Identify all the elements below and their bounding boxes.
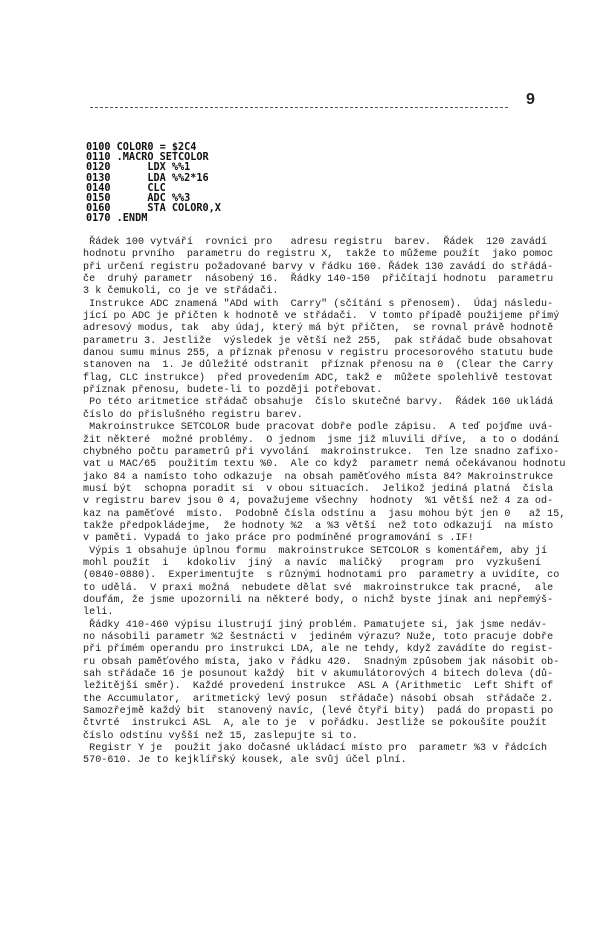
text-line: stanoven na 1. Je důležité odstranit příznak přenosu na 0 (Clear the Carry	[83, 360, 554, 372]
text-line: mohl použít i kdokoliv jiný a navíc maličký program pro vyzkušení	[83, 557, 542, 569]
listing-line: 0110 .MACRO SETCOLOR	[86, 152, 209, 164]
listing-line: 0100 COLOR0 = $2C4	[86, 142, 197, 153]
text-line: parametru 3. Jestliže výsledek je větší než 255, pak střádač bude obsahovat	[83, 335, 554, 347]
listing-line: 0120 LDX %%1	[86, 162, 191, 174]
text-line: to udělá. V praxi možná nebudete dělat své makroinstrukce tak pracné, ale	[83, 582, 554, 594]
text-line: če druhý parametr násobený 16. Řádky 140-150 přičítají hodnotu parametru	[83, 274, 554, 286]
text-line: leli.	[83, 607, 114, 619]
text-line: Výpis 1 obsahuje úplnou formu makroinstrukce SETCOLOR s komentářem, aby jí	[83, 545, 548, 557]
header-rule	[90, 107, 508, 108]
text-line: ležitější směr). Každé provedení instrukce ASL A (Arithmetic Left Shift of	[83, 681, 554, 693]
text-line: takže předpokládejme, že hodnoty %2 a %3 větší než toto odkazují na místo	[83, 520, 554, 532]
text-line: v registru barev jsou 0 4, považujeme všechny hodnoty %1 větší než 4 za od-	[83, 496, 554, 508]
listing-line: 0170 .ENDM	[86, 213, 148, 225]
text-line: Řádek 100 vytváří rovnici pro adresu registru barev. Řádek 120 zavádí	[83, 237, 548, 248]
text-line: kaz na paměťové místo. Podobně čísla odstínu a jasu mohou být jen 0 až 15,	[83, 508, 566, 520]
text-line: ru obsah paměťového místa, jako v řádku 420. Snadným způsobem jak násobit ob-	[83, 656, 560, 668]
text-line: v paměti. Vypadá to jako práce pro podmíněné programování s .IF!	[83, 533, 474, 545]
text-line: hodnotu prvního parametru do registru X, takže to můžeme použít jako pomoc	[83, 249, 554, 261]
text-line: chybného počtu parametrů při vyvolání makroinstrukce. Ten lze snadno zafixo-	[83, 446, 560, 458]
text-line: doufám, že jsme upozornili na některé body, o nichž byste jinak ani nepřemýš-	[83, 594, 554, 606]
text-line: příznak přenosu, budete-li to později potřebovat.	[83, 385, 383, 397]
text-line: Makroinstrukce SETCOLOR bude pracovat dobře podle zápisu. A teď pojďme uvá-	[83, 422, 554, 434]
text-line: Po této aritmetice střádač obsahuje číslo skutečné barvy. Řádek 160 ukládá	[83, 397, 554, 409]
text-line: Samozřejmě každý bit stanovený navíc, (levé čtyři bity) padá do propasti po	[83, 706, 554, 718]
text-line: flag, CLC instrukce) před provedením ADC, takž e můžete spolehlivě testovat	[83, 372, 554, 384]
text-line: 3 k čemukoli, co je ve střádači.	[83, 286, 279, 298]
text-line: při určení registru požadované barvy v řádku 160. Řádek 130 zavádí do střádá-	[83, 261, 554, 273]
text-line: 570-610. Je to kejklířský kousek, ale svůj účel plní.	[83, 755, 407, 767]
text-line: (0840-0880). Experimentujte s různými hodnotami pro parametry a uvidíte, co	[83, 570, 560, 582]
code-listing	[86, 143, 221, 225]
text-line: číslo odstínu vyšší než 15, zaslepujte si to.	[83, 730, 358, 742]
text-line: Registr Y je použit jako dočasné ukládací místo pro parametr %3 v řádcích	[83, 743, 548, 755]
text-line: žit některé možné problémy. O jednom jsme již mluvili dříve, a to o dodání	[83, 434, 560, 446]
text-line: no násobili parametr %2 šestnácti v jediném výrazu? Nuže, toto pracuje dobře	[83, 632, 554, 643]
text-line: číslo do příslušného registru barev.	[83, 409, 303, 421]
text-line: jako 84 a namísto toho odkazuje na obsah paměťového místa 84? Makroinstrukce	[83, 471, 554, 483]
text-line: musí být schopna poradit si v obou situacích. Jelikož jediná platná čísla	[83, 483, 554, 495]
listing-line: 0130 LDA %%2*16	[86, 172, 209, 184]
text-line: the Accumulator, aritmetický levý posun střádače) násobí obsah střádače 2.	[83, 693, 554, 705]
text-line: jící po ADC je přičten k hodnotě ve střádači. V tomto případě použijeme přímý	[83, 311, 560, 323]
listing-line: 0140 CLC	[86, 182, 166, 194]
text-line: sah střádače 16 je posunout každý bit v akumulátorových 4 bitech doleva (dů-	[83, 669, 554, 681]
text-line: vat u MAC/65 použitím textu %0. Ale co když parametr nemá očekávanou hodnotu	[83, 459, 566, 471]
text-line: adresový modus, tak aby údaj, který má být přičten, se rovnal právě hodnotě	[83, 323, 554, 335]
listing-line: 0150 ADC %%3	[86, 192, 191, 204]
text-line: Instrukce ADC znamená "ADd with Carry" (sčítání s přenosem). Údaj následu-	[83, 298, 554, 310]
listing-line: 0160 STA COLOR0,X	[86, 203, 221, 215]
text-line: při přímém operandu pro instrukci LDA, ale ne tehdy, když zavádíte do regist-	[83, 644, 554, 656]
page-number: 9	[526, 91, 535, 108]
text-line: čtvrté instrukci ASL A, ale to je v pořádku. Jestliže se pokoušíte použít	[83, 718, 548, 730]
body-text	[83, 237, 566, 768]
text-line: danou sumu minus 255, a příznak přenosu v registru procesorového statutu bude	[83, 348, 554, 360]
text-line: Řádky 410-460 výpisu ilustrují jiný problém. Pamatujete si, jak jsme nedáv-	[83, 619, 548, 631]
